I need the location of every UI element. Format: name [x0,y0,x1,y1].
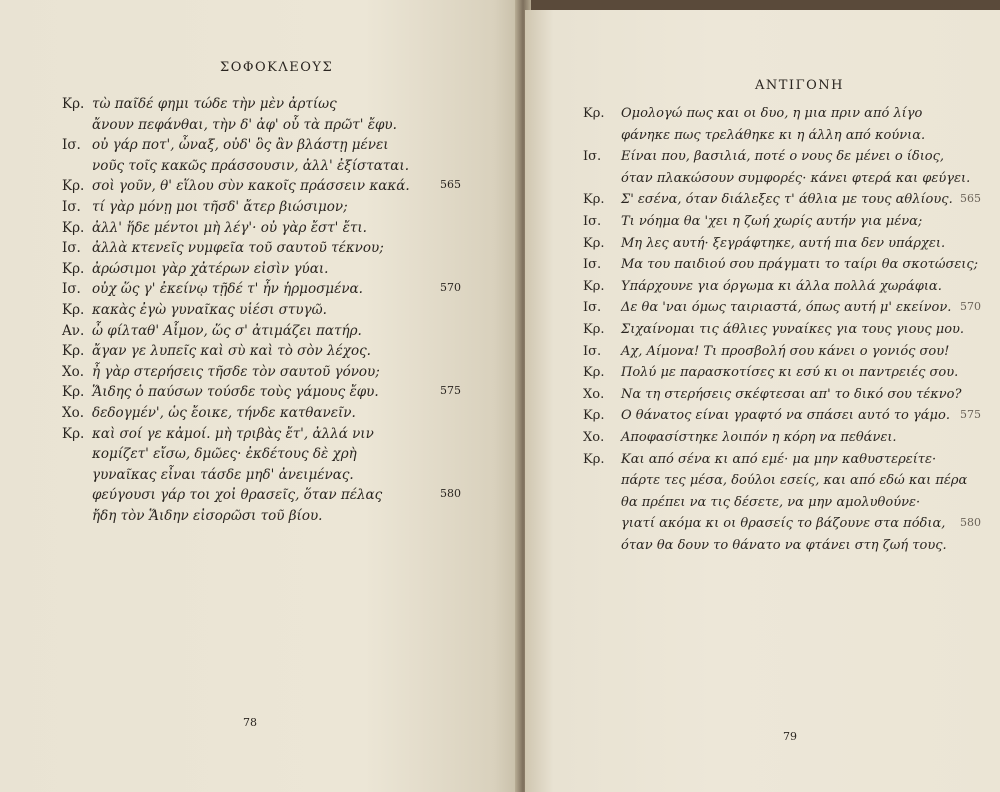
verse-line [62,426,482,447]
speaker-label: Ισ. [62,281,81,298]
verse-line [62,405,482,426]
verse-text: οὐ γάρ ποτ', ὦναξ, οὐδ' ὃς ἂν βλάστῃ μένει [92,137,389,154]
verse-line [62,220,482,241]
verse-text: ἄνουν πεφάνθαι, τὴν δ' ἀφ' οὗ τὰ πρῶτ' ἔφυ. [92,116,397,133]
speaker-label: Ισ. [583,300,602,316]
verse-line [62,446,482,467]
verse-line [62,240,482,261]
speaker-label: Ισ. [62,137,81,154]
verse-line [583,387,993,409]
verse-line [62,261,482,282]
verse-text: τί γὰρ μόνῃ μοι τῆσδ' ἄτερ βιώσιμον; [92,198,348,215]
speaker-label: Ισ. [583,213,602,229]
page-number: 78 [243,716,257,729]
verse-line [62,508,482,529]
line-number: 580 [960,516,981,530]
line-number: 575 [440,384,461,398]
verse-text: Είναι που, βασιλιά, ποτέ ο νους δε μένει ο ίδιος, [621,149,945,165]
verse-lines [583,106,993,559]
line-number: 565 [960,192,981,206]
verse-line [583,171,993,193]
verse-text: ἀλλ' ἥδε μέντοι μὴ λέγ'· οὐ γὰρ ἔστ' ἔτι. [92,219,367,236]
verse-text: Ἅιδης ὁ παύσων τούσδε τοὺς γάμους ἔφυ. [92,384,379,401]
verse-text: ἀλλὰ κτενεῖς νυμφεῖα τοῦ σαυτοῦ τέκνου; [92,240,384,257]
running-head: ΣΟΦΟΚΛΕΟΥΣ [220,60,334,75]
speaker-label: Ισ. [583,149,602,165]
verse-line [583,516,993,538]
verse-text: Μα του παιδιού σου πράγματι το ταίρι θα σκοτώσεις; [621,257,979,273]
speaker-label: Χο. [583,386,605,402]
verse-lines [62,96,482,528]
speaker-label: Κρ. [62,260,85,277]
verse-line [62,343,482,364]
line-number: 570 [960,300,981,314]
speaker-label: Χο. [583,429,605,445]
verse-text: νοῦς τοῖς κακῶς πράσσουσιν, ἀλλ' ἐξίσταται. [92,157,409,174]
speaker-label: Κρ. [62,96,85,112]
verse-text: Υπάρχουνε για όργωμα κι άλλα πολλά χωράφια. [621,278,942,294]
page-number: 79 [783,730,797,743]
verse-text: κομίζετ' εἴσω, δμῶες· ἐκδέτους δὲ χρὴ [92,446,357,463]
speaker-label: Ισ. [62,240,81,257]
verse-text: Αποφασίστηκε λοιπόν η κόρη να πεθάνει. [621,429,897,445]
verse-line [62,364,482,385]
running-head: ΑΝΤΙΓΟΝΗ [755,78,844,93]
verse-text: Δε θα 'ναι όμως ταιριαστά, όπως αυτή μ' εκείνον. [621,300,952,316]
verse-line [583,365,993,387]
speaker-label: Κρ. [583,278,605,294]
verse-text: Σιχαίνομαι τις άθλιες γυναίκες για τους γιους μου. [621,321,965,337]
speaker-label: Κρ. [62,178,85,195]
verse-text: ἤδη τὸν Ἅιδην εἰσορῶσι τοῦ βίου. [92,507,323,524]
speaker-label: Κρ. [62,301,85,318]
speaker-label: Κρ. [62,384,85,401]
speaker-label: Κρ. [583,192,605,208]
speaker-label: Κρ. [583,451,605,467]
verse-text: ἀρώσιμοι γὰρ χἀτέρων εἰσὶν γύαι. [92,260,329,277]
speaker-label: Χο. [62,404,85,421]
speaker-label: Κρ. [583,235,605,251]
right-page [525,10,1000,792]
speaker-label: Αν. [62,322,85,339]
verse-text: όταν θα δουν το θάνατο να φτάνει στη ζωή τους. [621,537,947,553]
verse-text: γιατί ακόμα κι οι θρασείς το βάζουνε στα πόδια, [621,516,946,532]
verse-text: Και από σένα κι από εμέ· μα μην καθυστερείτε· [621,451,937,467]
verse-text: γυναῖκας εἶναι τάσδε μηδ' ἀνειμένας. [92,466,354,483]
line-number: 575 [960,408,981,422]
speaker-label: Κρ. [583,365,605,381]
verse-line [583,214,993,236]
verse-line [583,495,993,517]
verse-line [62,117,482,138]
verse-text: τὼ παῖδέ φημι τώδε τὴν μὲν ἀρτίως [92,96,337,112]
verse-line [62,487,482,508]
verse-text: Ομολογώ πως και οι δυο, η μια πριν από λίγο [621,106,923,121]
verse-line [583,106,993,128]
verse-text: σοὶ γοῦν, θ' εἵλου σὺν κακοῖς πράσσειν κακά. [92,178,410,195]
verse-line [583,452,993,474]
speaker-label: Κρ. [62,343,85,360]
verse-text: Τι νόημα θα 'χει η ζωή χωρίς αυτήν για μένα; [621,213,923,229]
speaker-label: Ισ. [583,257,602,273]
verse-text: θα πρέπει να τις δέσετε, να μην αμολυθούνε· [621,494,921,510]
verse-text: δεδογμέν', ὡς ἔοικε, τήνδε κατθανεῖν. [92,404,356,421]
verse-text: πάρτε τες μέσα, δούλοι εσείς, και από εδώ και πέρα [621,473,968,489]
speaker-label: Κρ. [583,321,605,337]
verse-text: κακὰς ἐγὼ γυναῖκας υἱέσι στυγῶ. [92,301,327,318]
verse-line [583,408,993,430]
verse-text: οὐχ ὥς γ' ἐκείνῳ τῇδέ τ' ἦν ἡρμοσμένα. [92,281,363,298]
verse-text: Ο θάνατος είναι γραφτό να σπάσει αυτό το γάμο. [621,408,950,424]
verse-line [583,538,993,560]
verse-text: φάνηκε πως τρελάθηκε κι η άλλη από κούνια. [621,127,926,143]
verse-line [583,257,993,279]
speaker-label: Ισ. [62,198,81,215]
speaker-label: Ισ. [583,343,602,359]
line-number: 570 [440,281,461,295]
speaker-label: Κρ. [62,425,85,442]
speaker-label: Χο. [62,363,85,380]
verse-line [583,279,993,301]
verse-text: καὶ σοί γε κἀμοί. μὴ τριβὰς ἔτ', ἀλλά νιν [92,425,374,442]
verse-text: Αχ, Αίμονα! Τι προσβολή σου κάνει ο γονιός σου! [621,343,950,359]
verse-line [62,467,482,488]
verse-line [62,178,482,199]
verse-text: φεύγουσι γάρ τοι χοἰ θρασεῖς, ὅταν πέλας [92,487,383,504]
verse-line [62,302,482,323]
verse-line [62,96,482,117]
verse-line [62,158,482,179]
speaker-label: Κρ. [583,408,605,424]
verse-text: Μη λες αυτή· ξεγράφτηκε, αυτή πια δεν υπάρχει. [621,235,946,251]
verse-line [583,192,993,214]
verse-line [583,430,993,452]
verse-line [62,137,482,158]
line-number: 565 [440,178,461,192]
verse-line [62,281,482,302]
verse-line [583,149,993,171]
verse-text: ἄγαν γε λυπεῖς καὶ σὺ καὶ τὸ σὸν λέχος. [92,343,371,360]
verse-line [583,344,993,366]
verse-text: Σ' εσένα, όταν διάλεξες τ' άθλια με τους αθλίους. [621,192,953,208]
line-number: 580 [440,487,461,501]
verse-line [62,199,482,220]
verse-line [583,300,993,322]
verse-line [583,128,993,150]
verse-text: ὦ φίλταθ' Αἷμον, ὥς σ' ἀτιμάζει πατήρ. [92,322,362,339]
verse-line [583,236,993,258]
verse-line [62,384,482,405]
verse-text: Πολύ με παρασκοτίσες κι εσύ κι οι παντρειές σου. [621,365,959,381]
verse-line [583,473,993,495]
speaker-label: Κρ. [62,219,85,236]
speaker-label: Κρ. [583,106,605,121]
verse-text: Να τη στερήσεις σκέφτεσαι απ' το δικό σου τέκνο? [621,386,962,402]
verse-text: ἦ γὰρ στερήσεις τῆσδε τὸν σαυτοῦ γόνου; [92,363,380,380]
verse-line [62,323,482,344]
verse-text: όταν πλακώσουν συμφορές· κάνει φτερά και φεύγει. [621,170,971,186]
verse-line [583,322,993,344]
